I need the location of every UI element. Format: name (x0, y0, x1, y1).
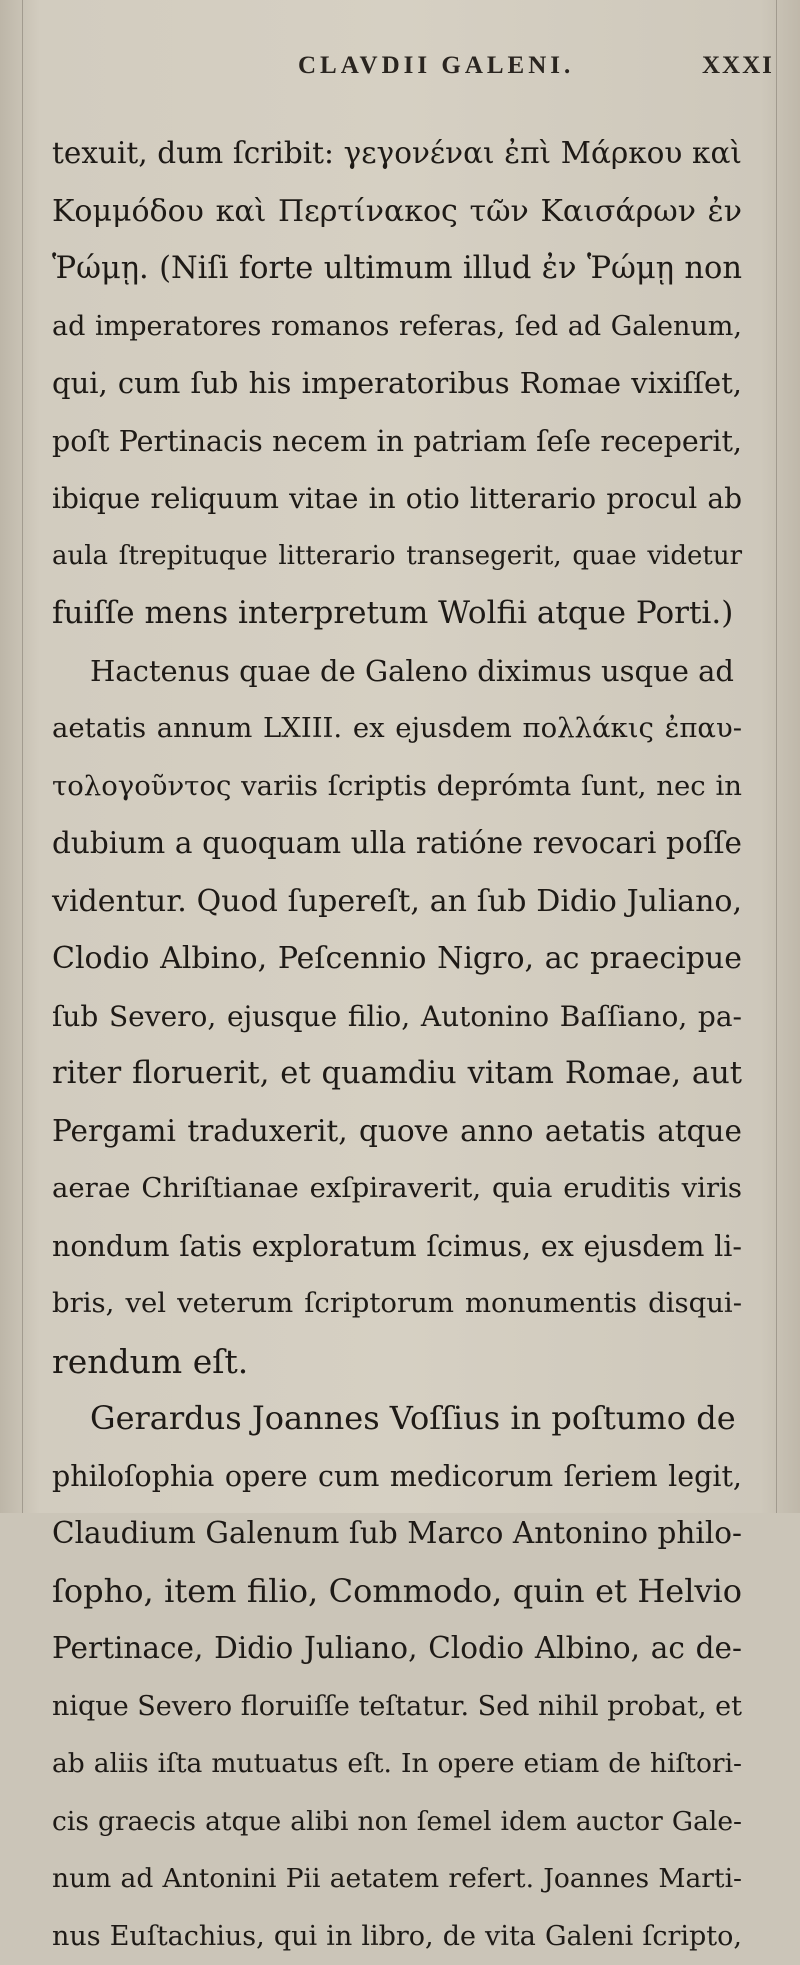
text-line: dubium a quoquam ulla ratióne revocari poſſe (52, 815, 742, 873)
text-line: Hactenus quae de Galeno diximus usque ad (52, 643, 742, 701)
text-line: ab aliis iſta mutuatus eſt. In opere etiam de hiſtori- (52, 1735, 742, 1793)
text-line: Pergami traduxerit, quove anno aetatis atque (52, 1103, 742, 1161)
page-edge-shadow (22, 0, 23, 1513)
text-line: Ῥώμῃ. (Niſi forte ultimum illud ἐν Ῥώμῃ non (52, 240, 742, 298)
text-line: Κομμόδου καὶ Περτίνακος τῶν Καισάρων ἐν (52, 183, 742, 241)
text-line: ibique reliquum vitae in otio litterario procul ab (52, 470, 742, 528)
text-line: aerae Chriſtianae exſpiraverit, quia eruditis viris (52, 1160, 742, 1218)
text-line: Claudium Galenum ſub Marco Antonino philo- (52, 1505, 742, 1563)
text-line: qui, cum ſub his imperatoribus Romae vixiſſet, (52, 355, 742, 413)
text-line: fuiſſe mens interpretum Wolfii atque Porti.) (52, 585, 742, 643)
text-line: bris, vel veterum ſcriptorum monumentis disqui- (52, 1275, 742, 1333)
text-line: cis graecis atque alibi non ſemel idem auctor Gale- (52, 1793, 742, 1851)
text-line: num ad Antonini Pii aetatem refert. Joannes Marti- (52, 1850, 742, 1908)
text-line: rendum eſt. (52, 1333, 742, 1391)
text-line: nondum ſatis exploratum ſcimus, ex ejusdem li- (52, 1218, 742, 1276)
text-line: Gerardus Joannes Voſſius in poſtumo de (52, 1390, 742, 1448)
text-line: nique Severo floruiſſe teſtatur. Sed nihil probat, et (52, 1678, 742, 1736)
body-text (52, 125, 742, 1965)
text-line: nus Euſtachius, qui in libro, de vita Galeni ſcripto, (52, 1908, 742, 1965)
page-header (0, 52, 800, 92)
text-line: poſt Pertinacis necem in patriam ſeſe receperit, (52, 413, 742, 471)
text-line: Pertinace, Didio Juliano, Clodio Albino, ac de- (52, 1620, 742, 1678)
text-line: videntur. Quod ſupereſt, an ſub Didio Juliano, (52, 873, 742, 931)
text-line: riter floruerit, et quamdiu vitam Romae, aut (52, 1045, 742, 1103)
text-line: aula ſtrepituque litterario transegerit, quae videtur (52, 528, 742, 586)
text-line: aetatis annum LXIII. ex ejusdem πολλάκις ἐπαυ- (52, 700, 742, 758)
text-line: ad imperatores romanos referas, ſed ad Galenum, (52, 298, 742, 356)
text-line: τολογοῦντος variis ſcriptis deprómta ſunt, nec in (52, 758, 742, 816)
page-number: XXXI (702, 52, 774, 80)
running-title: CLAVDII GALENI. (298, 52, 574, 80)
text-line: ſub Severo, ejusque filio, Autonino Baſſiano, pa- (52, 988, 742, 1046)
text-line: Clodio Albino, Peſcennio Nigro, ac praecipue (52, 930, 742, 988)
text-line: philoſophia opere cum medicorum ſeriem legit, (52, 1448, 742, 1506)
page-edge-shadow (776, 0, 777, 1513)
text-line: texuit, dum ſcribit: γεγονέναι ἐπὶ Μάρκου καὶ (52, 125, 742, 183)
text-line: ſopho, item filio, Commodo, quin et Helvio (52, 1563, 742, 1621)
